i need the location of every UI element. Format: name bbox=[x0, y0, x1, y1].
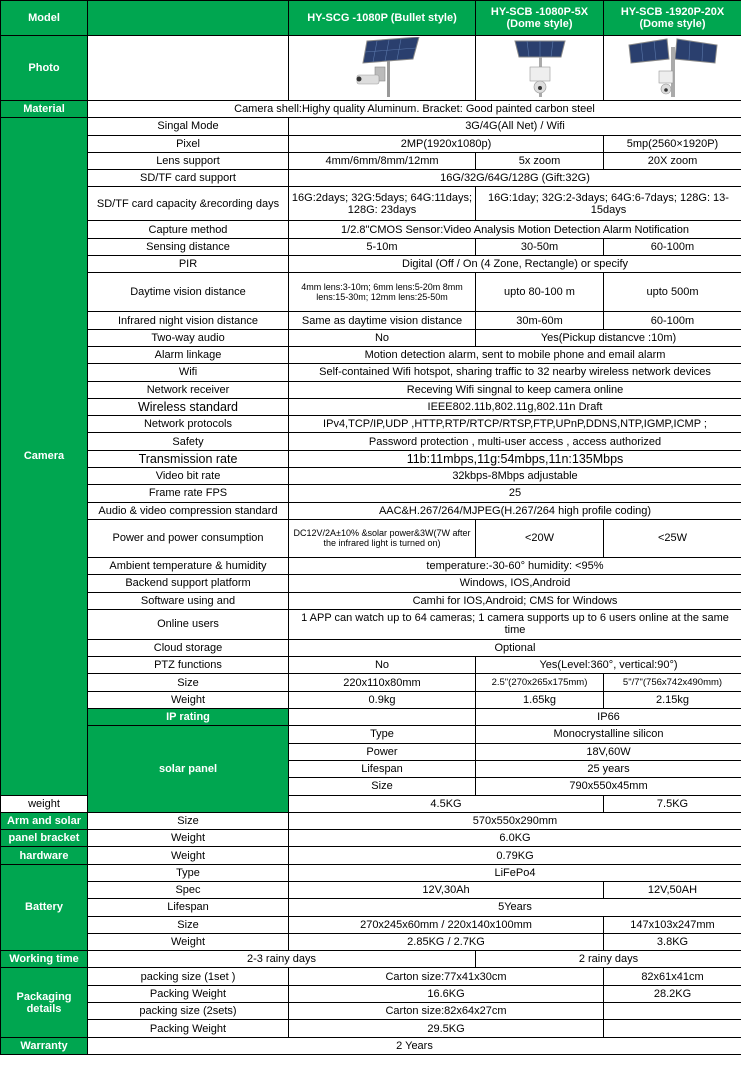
row-key: Sensing distance bbox=[88, 238, 289, 255]
table-row bbox=[1, 364, 741, 381]
row-value: Digital (Off / On (4 Zone, Rectangle) or specify bbox=[289, 256, 741, 273]
row-value: IPv4,TCP/IP,UDP ,HTTP,RTP/RTCP/RTSP,FTP,UPnP,DDNS,NTP,IGMP,ICMP ; bbox=[289, 416, 741, 433]
row-value: 1 APP can watch up to 64 cameras; 1 camera supports up to 6 users online at the same time bbox=[289, 609, 741, 639]
row-value: No bbox=[289, 657, 476, 674]
table-row bbox=[1, 1020, 741, 1037]
row-value: 25 bbox=[289, 485, 741, 502]
row-key: SD/TF card capacity &recording days bbox=[88, 187, 289, 221]
row-value: upto 500m bbox=[604, 273, 741, 312]
table-row bbox=[1, 726, 741, 743]
row-value: 7.5KG bbox=[604, 795, 741, 812]
hardware-label: hardware bbox=[1, 847, 88, 864]
row-key: Capture method bbox=[88, 221, 289, 238]
row-key: Power bbox=[289, 743, 476, 760]
row-value: <20W bbox=[476, 519, 604, 557]
header-row bbox=[1, 1, 741, 36]
row-value: 5"/7"(756x742x490mm) bbox=[604, 674, 741, 691]
row-value: 2.5"(270x265x175mm) bbox=[476, 674, 604, 691]
row-key: Weight bbox=[88, 847, 289, 864]
bracket-label-2: panel bracket bbox=[1, 830, 88, 847]
table-row bbox=[1, 657, 741, 674]
row-value: 1.65kg bbox=[476, 691, 604, 708]
table-row bbox=[1, 502, 741, 519]
row-value: 6.0KG bbox=[289, 830, 741, 847]
row-key: Packing Weight bbox=[88, 985, 289, 1002]
packaging-label bbox=[1, 968, 88, 1037]
row-key: Transmission rate bbox=[88, 450, 289, 467]
row-key: Power and power consumption bbox=[88, 519, 289, 557]
table-row bbox=[1, 346, 741, 363]
row-value: 2MP(1920x1080p) bbox=[289, 135, 604, 152]
row-value: Yes(Pickup distancve :10m) bbox=[476, 329, 741, 346]
row-value: 220x110x80mm bbox=[289, 674, 476, 691]
row-value: Optional bbox=[289, 639, 741, 656]
model-2: HY-SCB -1080P-5X (Dome style) bbox=[476, 1, 604, 36]
model-label: Model bbox=[1, 1, 88, 36]
row-value: 12V,30Ah bbox=[289, 881, 604, 898]
material-label: Material bbox=[1, 101, 88, 118]
table-row bbox=[1, 485, 741, 502]
row-key: PTZ functions bbox=[88, 657, 289, 674]
row-value: 2.85KG / 2.7KG bbox=[289, 933, 604, 950]
row-value: 12V,50AH bbox=[604, 881, 741, 898]
row-key: Weight bbox=[88, 933, 289, 950]
row-value: 16G:2days; 32G:5days; 64G:11days; 128G: 23days bbox=[289, 187, 476, 221]
table-row bbox=[1, 312, 741, 329]
row-value: 270x245x60mm / 220x140x100mm bbox=[289, 916, 604, 933]
table-row bbox=[1, 170, 741, 187]
solar-label: solar panel bbox=[88, 726, 289, 812]
row-value: 20X zoom bbox=[604, 152, 741, 169]
photo-label: Photo bbox=[1, 36, 88, 101]
row-key: Size bbox=[88, 812, 289, 829]
table-row bbox=[1, 557, 741, 574]
row-key: Ambient temperature & humidity bbox=[88, 557, 289, 574]
row-key: Size bbox=[289, 778, 476, 795]
row-value: No bbox=[289, 329, 476, 346]
table-row bbox=[1, 152, 741, 169]
row-value: 11b:11mbps,11g:54mbps,11n:135Mbps bbox=[289, 450, 741, 467]
table-row bbox=[1, 329, 741, 346]
row-value: AAC&H.267/264/MJPEG(H.267/264 high profile coding) bbox=[289, 502, 741, 519]
warranty-label: Warranty bbox=[1, 1037, 88, 1054]
row-value: Password protection , multi-user access , access authorized bbox=[289, 433, 741, 450]
material-row bbox=[1, 101, 741, 118]
row-value: 25 years bbox=[476, 760, 741, 777]
table-row bbox=[1, 433, 741, 450]
row-key: Audio & video compression standard bbox=[88, 502, 289, 519]
solar-dome-camera-dual-panel-icon bbox=[623, 37, 723, 99]
row-value: 4.5KG bbox=[289, 795, 604, 812]
table-row bbox=[1, 592, 741, 609]
row-value: 2 rainy days bbox=[476, 951, 741, 968]
model-3: HY-SCB -1920P-20X (Dome style) bbox=[604, 1, 741, 36]
row-value: 3G/4G(All Net) / Wifi bbox=[289, 118, 741, 135]
table-row bbox=[1, 118, 741, 135]
photo-row bbox=[1, 36, 741, 101]
row-key: Software using and bbox=[88, 592, 289, 609]
row-value: 16G/32G/64G/128G (Gift:32G) bbox=[289, 170, 741, 187]
table-row bbox=[1, 951, 741, 968]
ip-value: IP66 bbox=[476, 709, 741, 726]
table-row bbox=[1, 812, 741, 829]
table-row bbox=[1, 468, 741, 485]
row-value: 790x550x45mm bbox=[476, 778, 741, 795]
header-blank bbox=[88, 1, 289, 36]
packaging-label-2: details bbox=[26, 1002, 62, 1015]
ip-blank bbox=[289, 709, 476, 726]
row-value: upto 80-100 m bbox=[476, 273, 604, 312]
row-value: 5-10m bbox=[289, 238, 476, 255]
row-key: Two-way audio bbox=[88, 329, 289, 346]
row-value: 30-50m bbox=[476, 238, 604, 255]
row-key: Network receiver bbox=[88, 381, 289, 398]
table-row bbox=[1, 256, 741, 273]
row-key: Weight bbox=[88, 691, 289, 708]
row-value: 5x zoom bbox=[476, 152, 604, 169]
table-row bbox=[1, 221, 741, 238]
ip-label: IP rating bbox=[88, 709, 289, 726]
table-row bbox=[1, 847, 741, 864]
row-key: packing size (2sets) bbox=[88, 1003, 289, 1020]
row-value: Self-contained Wifi hotspot, sharing traffic to 32 nearby wireless network devices bbox=[289, 364, 741, 381]
row-value: 4mm/6mm/8mm/12mm bbox=[289, 152, 476, 169]
table-row bbox=[1, 968, 741, 985]
table-row bbox=[1, 575, 741, 592]
row-value: 28.2KG bbox=[604, 985, 741, 1002]
table-row bbox=[1, 864, 741, 881]
material-value: Camera shell:Highy quality Aluminum. Bracket: Good painted carbon steel bbox=[88, 101, 741, 118]
row-key: Network protocols bbox=[88, 416, 289, 433]
row-key: SD/TF card support bbox=[88, 170, 289, 187]
row-value: 3.8KG bbox=[604, 933, 741, 950]
row-value bbox=[604, 1020, 741, 1037]
table-row bbox=[1, 238, 741, 255]
table-row bbox=[1, 609, 741, 639]
bracket-label-1: Arm and solar bbox=[1, 812, 88, 829]
row-key: Wifi bbox=[88, 364, 289, 381]
table-row bbox=[1, 381, 741, 398]
table-row bbox=[1, 450, 741, 467]
table-row bbox=[1, 899, 741, 916]
row-value: 18V,60W bbox=[476, 743, 741, 760]
row-key: Lifespan bbox=[289, 760, 476, 777]
table-row bbox=[1, 674, 741, 691]
row-value: LiFePo4 bbox=[289, 864, 741, 881]
row-value: 2-3 rainy days bbox=[88, 951, 476, 968]
row-value: 4mm lens:3-10m; 6mm lens:5-20m 8mm lens:15-30m; 12mm lens:25-50m bbox=[289, 273, 476, 312]
packaging-label-1: Packaging bbox=[16, 990, 72, 1003]
row-value: Monocrystalline silicon bbox=[476, 726, 741, 743]
row-value: 32kbps-8Mbps adjustable bbox=[289, 468, 741, 485]
row-value: Receving Wifi singnal to keep camera online bbox=[289, 381, 741, 398]
row-value bbox=[604, 1003, 741, 1020]
row-key: Backend support platform bbox=[88, 575, 289, 592]
ip-row bbox=[1, 709, 741, 726]
row-value: 0.9kg bbox=[289, 691, 476, 708]
row-key: Size bbox=[88, 674, 289, 691]
row-value: DC12V/2A±10% &solar power&3W(7W after the infrared light is turned on) bbox=[289, 519, 476, 557]
row-value: 2 Years bbox=[88, 1037, 741, 1054]
row-key: Size bbox=[88, 916, 289, 933]
table-row bbox=[1, 639, 741, 656]
row-value: <25W bbox=[604, 519, 741, 557]
row-key: Pixel bbox=[88, 135, 289, 152]
row-value: 5Years bbox=[289, 899, 741, 916]
row-key: Singal Mode bbox=[88, 118, 289, 135]
row-value: 147x103x247mm bbox=[604, 916, 741, 933]
row-value: 60-100m bbox=[604, 312, 741, 329]
row-value: 30m-60m bbox=[476, 312, 604, 329]
row-value: IEEE802.11b,802.11g,802.11n Draft bbox=[289, 398, 741, 415]
row-key: Weight bbox=[88, 830, 289, 847]
table-row bbox=[1, 830, 741, 847]
table-row bbox=[1, 1037, 741, 1054]
row-value: 60-100m bbox=[604, 238, 741, 255]
row-key: Cloud storage bbox=[88, 639, 289, 656]
row-value: Windows, IOS,Android bbox=[289, 575, 741, 592]
row-value: 16.6KG bbox=[289, 985, 604, 1002]
table-row bbox=[1, 416, 741, 433]
table-row bbox=[1, 519, 741, 557]
row-key: Lifespan bbox=[88, 899, 289, 916]
row-key: Infrared night vision distance bbox=[88, 312, 289, 329]
photo-blank bbox=[88, 36, 289, 101]
row-key: Alarm linkage bbox=[88, 346, 289, 363]
row-key: Type bbox=[88, 864, 289, 881]
row-key: Frame rate FPS bbox=[88, 485, 289, 502]
row-value: 5mp(2560×1920P) bbox=[604, 135, 741, 152]
row-value: 2.15kg bbox=[604, 691, 741, 708]
table-row bbox=[1, 187, 741, 221]
row-key: weight bbox=[1, 795, 88, 812]
row-key: Type bbox=[289, 726, 476, 743]
row-value: Carton size:82x64x27cm bbox=[289, 1003, 604, 1020]
row-key: Video bit rate bbox=[88, 468, 289, 485]
solar-bullet-camera-icon bbox=[337, 37, 427, 99]
table-row bbox=[1, 691, 741, 708]
row-value: 16G:1day; 32G:2-3days; 64G:6-7days; 128G: 13-15days bbox=[476, 187, 741, 221]
solar-dome-camera-icon bbox=[505, 37, 575, 99]
row-key: PIR bbox=[88, 256, 289, 273]
table-row bbox=[1, 1003, 741, 1020]
row-value: Camhi for IOS,Android; CMS for Windows bbox=[289, 592, 741, 609]
row-key: Daytime vision distance bbox=[88, 273, 289, 312]
table-row bbox=[1, 273, 741, 312]
table-row bbox=[1, 933, 741, 950]
table-row bbox=[1, 916, 741, 933]
row-value: 82x61x41cm bbox=[604, 968, 741, 985]
row-value: 29.5KG bbox=[289, 1020, 604, 1037]
row-value: 0.79KG bbox=[289, 847, 741, 864]
row-value: 1/2.8"CMOS Sensor:Video Analysis Motion Detection Alarm Notification bbox=[289, 221, 741, 238]
table-row bbox=[1, 881, 741, 898]
row-key: Online users bbox=[88, 609, 289, 639]
row-key: Spec bbox=[88, 881, 289, 898]
table-row bbox=[1, 985, 741, 1002]
row-key: packing size (1set ) bbox=[88, 968, 289, 985]
model-1: HY-SCG -1080P (Bullet style) bbox=[289, 1, 476, 36]
row-value: temperature:-30-60° humidity: <95% bbox=[289, 557, 741, 574]
working-label: Working time bbox=[1, 951, 88, 968]
photo-3 bbox=[604, 36, 741, 101]
row-value: Same as daytime vision distance bbox=[289, 312, 476, 329]
row-value: 570x550x290mm bbox=[289, 812, 741, 829]
camera-label: Camera bbox=[1, 118, 88, 795]
row-value: Yes(Level:360°, vertical:90°) bbox=[476, 657, 741, 674]
battery-label: Battery bbox=[1, 864, 88, 950]
row-key: Safety bbox=[88, 433, 289, 450]
photo-2 bbox=[476, 36, 604, 101]
row-key: Wireless standard bbox=[88, 398, 289, 415]
row-value: Carton size:77x41x30cm bbox=[289, 968, 604, 985]
row-value: Motion detection alarm, sent to mobile phone and email alarm bbox=[289, 346, 741, 363]
table-row bbox=[1, 135, 741, 152]
row-key: Lens support bbox=[88, 152, 289, 169]
row-key: Packing Weight bbox=[88, 1020, 289, 1037]
photo-1 bbox=[289, 36, 476, 101]
table-row bbox=[1, 398, 741, 415]
